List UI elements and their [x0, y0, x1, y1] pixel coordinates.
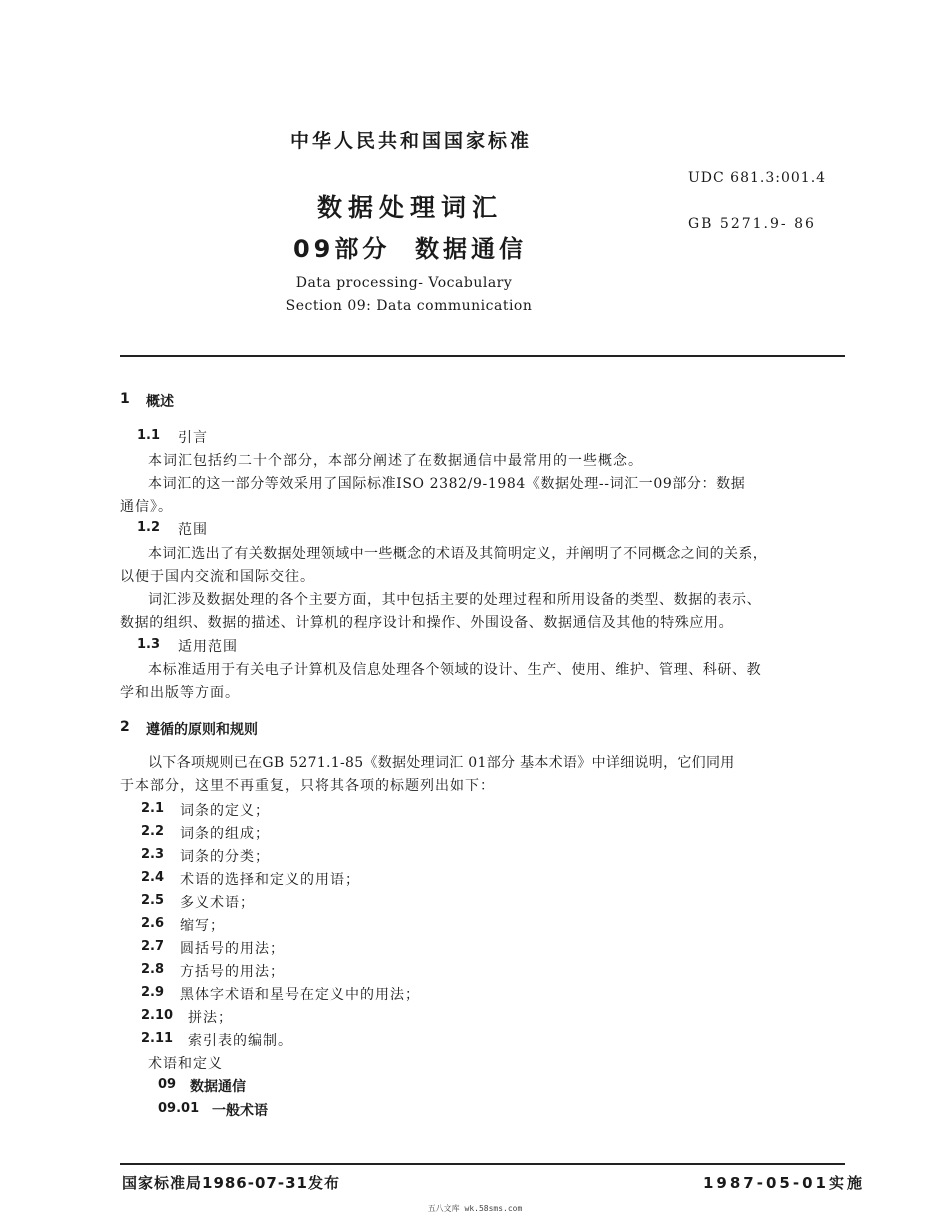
terms-heading: 术语和定义	[148, 1056, 223, 1072]
section-1-3-title: 适用范围	[178, 639, 238, 655]
rule-text: 术语的选择和定义的用语；	[180, 872, 360, 888]
rule-number: 2.11	[141, 1031, 174, 1046]
rule-text: 词条的组成；	[180, 826, 270, 842]
udc-code: UDC 681.3:001.4	[688, 170, 827, 186]
effective-date: 1987-05-01实施	[703, 1174, 865, 1192]
title-en-line1: Data processing- Vocabulary	[295, 275, 513, 291]
rule-number: 2.9	[141, 985, 165, 1000]
section-1-number: 1	[120, 391, 130, 407]
rule-number: 2.4	[141, 870, 165, 885]
header-divider	[120, 355, 845, 357]
rule-number: 2.5	[141, 893, 165, 908]
rule-number: 2.6	[141, 916, 165, 931]
rule-text: 圆括号的用法；	[180, 941, 285, 957]
paragraph: 以下各项规则已在GB 5271.1-85《数据处理词汇 01部分 基本术语》中详细说明，它们同用	[148, 755, 735, 771]
rule-number: 2.7	[141, 939, 165, 954]
section-1-1-title: 引言	[178, 430, 208, 446]
title-en-line2: Section 09: Data communication	[285, 298, 533, 314]
paragraph: 本词汇选出了有关数据处理领域中一些概念的术语及其简明定义，并阐明了不同概念之间的关系，	[148, 546, 768, 562]
standard-heading: 中华人民共和国国家标准	[289, 130, 532, 152]
section-2-heading: 遵循的原则和规则	[146, 722, 258, 738]
section-09-01-title: 一般术语	[212, 1103, 268, 1119]
rule-number: 2.10	[141, 1008, 174, 1023]
section-09-title: 数据通信	[190, 1079, 246, 1095]
section-2-number: 2	[120, 719, 130, 735]
section-09-01-number: 09.01	[158, 1101, 200, 1116]
rule-number: 2.1	[141, 801, 165, 816]
rule-text: 索引表的编制。	[188, 1033, 293, 1049]
rule-number: 2.2	[141, 824, 165, 839]
rule-number: 2.8	[141, 962, 165, 977]
section-1-3-number: 1.3	[137, 637, 161, 652]
watermark: 五八文库 wk.58sms.com	[427, 1204, 523, 1213]
gb-number: GB 5271.9- 86	[688, 216, 816, 232]
section-1-2-title: 范围	[178, 522, 208, 538]
paragraph: 通信》。	[120, 499, 173, 515]
paragraph: 本词汇包括约二十个部分，本部分阐述了在数据通信中最常用的一些概念。	[148, 453, 643, 469]
section-1-1-number: 1.1	[137, 428, 161, 443]
rule-number: 2.3	[141, 847, 165, 862]
issue-date: 国家标准局1986-07-31发布	[122, 1174, 340, 1192]
rule-text: 拼法；	[188, 1010, 233, 1026]
rule-text: 词条的分类；	[180, 849, 270, 865]
rule-text: 缩写；	[180, 918, 225, 934]
paragraph: 本标准适用于有关电子计算机及信息处理各个领域的设计、生产、使用、维护、管理、科研、教	[148, 662, 762, 678]
section-1-2-number: 1.2	[137, 520, 161, 535]
title-cn-line1: 数据处理词汇	[316, 193, 503, 222]
section-09-number: 09	[158, 1077, 177, 1092]
rule-text: 多义术语；	[180, 895, 255, 911]
section-1-heading: 概述	[146, 394, 174, 410]
paragraph: 数据的组织、数据的描述、计算机的程序设计和操作、外围设备、数据通信及其他的特殊应用。	[120, 615, 734, 631]
paragraph: 词汇涉及数据处理的各个主要方面，其中包括主要的处理过程和所用设备的类型、数据的表示、	[148, 592, 762, 608]
rule-text: 方括号的用法；	[180, 964, 285, 980]
title-cn-line2: 09部分 数据通信	[292, 235, 528, 263]
paragraph: 以便于国内交流和国际交往。	[120, 569, 315, 585]
rule-text: 黑体字术语和星号在定义中的用法；	[180, 987, 420, 1003]
paragraph: 本词汇的这一部分等效采用了国际标准ISO 2382/9-1984《数据处理--词汇一09部分：数据	[148, 476, 746, 492]
paragraph: 于本部分，这里不再重复，只将其各项的标题列出如下：	[120, 778, 495, 794]
paragraph: 学和出版等方面。	[120, 685, 240, 701]
footer-divider	[120, 1163, 845, 1165]
rule-text: 词条的定义；	[180, 803, 270, 819]
